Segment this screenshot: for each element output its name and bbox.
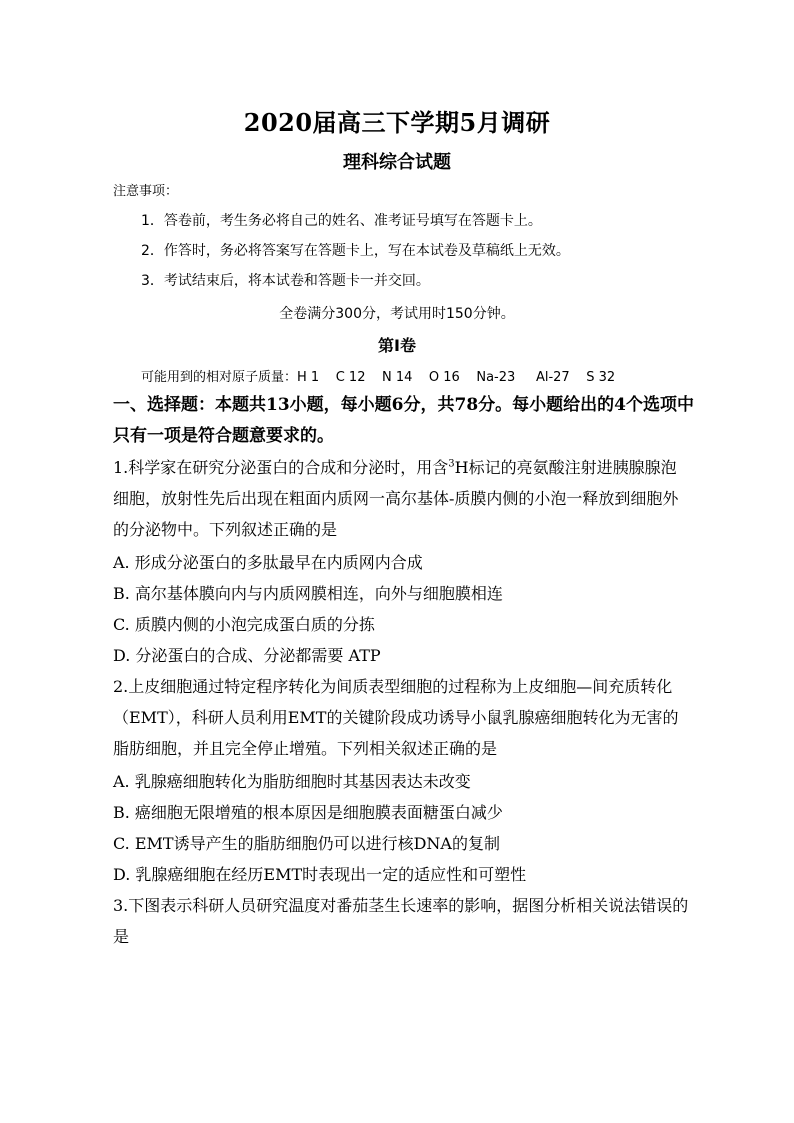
- section-line-2: 只有一项是符合题意要求的。: [113, 426, 334, 446]
- q1-option-a: A. 形成分泌蛋白的多肽最早在内质网内合成: [113, 553, 423, 572]
- notice-item-3: 3．考试结束后，将本试卷和答题卡一并交回。: [141, 273, 430, 289]
- q2-option-d: D. 乳腺癌细胞在经历EMT时表现出一定的适应性和可塑性: [113, 865, 527, 884]
- question-2-line-2: （EMT），科研人员利用EMT的关键阶段成功诱导小鼠乳腺癌细胞转化为无害的: [113, 708, 679, 727]
- q1-option-b: B. 高尔基体膜向内与内质网膜相连，向外与细胞膜相连: [113, 584, 503, 603]
- exam-subtitle: 理科综合试题: [343, 152, 451, 173]
- question-1-line-3: 的分泌物中。下列叙述正确的是: [113, 520, 338, 539]
- exam-title: 2020届高三下学期5月调研: [243, 108, 551, 137]
- section-line-1: 一、选择题：本题共13小题，每小题6分，共78分。每小题给出的4个选项中: [113, 395, 694, 415]
- q1-option-d: D. 分泌蛋白的合成、分泌都需要 ATP: [113, 646, 381, 665]
- question-1-stem: [113, 452, 703, 545]
- notice-item-2: 2．作答时，务必将答案写在答题卡上，写在本试卷及草稿纸上无效。: [141, 243, 570, 259]
- question-2-line-3: 脂肪细胞，并且完全停止增殖。下列相关叙述正确的是: [113, 739, 498, 758]
- question-1-line-1: 1.科学家在研究分泌蛋白的合成和分泌时，用含$^3$H标记的亮氨酸注射进胰腺腺泡: [113, 458, 677, 477]
- q2-option-c: C. EMT诱导产生的脂肪细胞仍可以进行核DNA的复制: [113, 834, 500, 853]
- q2-option-a: A. 乳腺癌细胞转化为脂肪细胞时其基因表达未改变: [113, 772, 471, 791]
- notice-item-1: 1．答卷前，考生务必将自己的姓名、准考证号填写在答题卡上。: [141, 213, 542, 229]
- question-3-line-1: 3.下图表示科研人员研究温度对番茄茎生长速率的影响，据图分析相关说法错误的: [113, 896, 689, 915]
- volume-heading: 第Ⅰ卷: [378, 336, 416, 355]
- section-heading: [113, 390, 713, 452]
- q1-option-c: C. 质膜内侧的小泡完成蛋白质的分拣: [113, 615, 375, 634]
- exam-info: 全卷满分300分，考试用时150分钟。: [279, 306, 515, 322]
- isotope-superscript: 3: [448, 458, 455, 470]
- q2-option-b: B. 癌细胞无限增殖的根本原因是细胞膜表面糖蛋白减少: [113, 803, 503, 822]
- question-3-stem: [113, 890, 703, 952]
- question-3-line-2: 是: [113, 927, 130, 946]
- atomic-masses: 可能用到的相对原子质量：H 1 C 12 N 14 O 16 Na-23 Al-27 S 32: [141, 370, 616, 385]
- question-2-stem: [113, 671, 703, 764]
- question-2-line-1: 2.上皮细胞通过特定程序转化为间质表型细胞的过程称为上皮细胞—间充质转化: [113, 677, 673, 696]
- notice-heading: 注意事项：: [113, 184, 179, 199]
- question-1-line-2: 细胞，放射性先后出现在粗面内质网一高尔基体-质膜内侧的小泡一释放到细胞外: [113, 489, 679, 508]
